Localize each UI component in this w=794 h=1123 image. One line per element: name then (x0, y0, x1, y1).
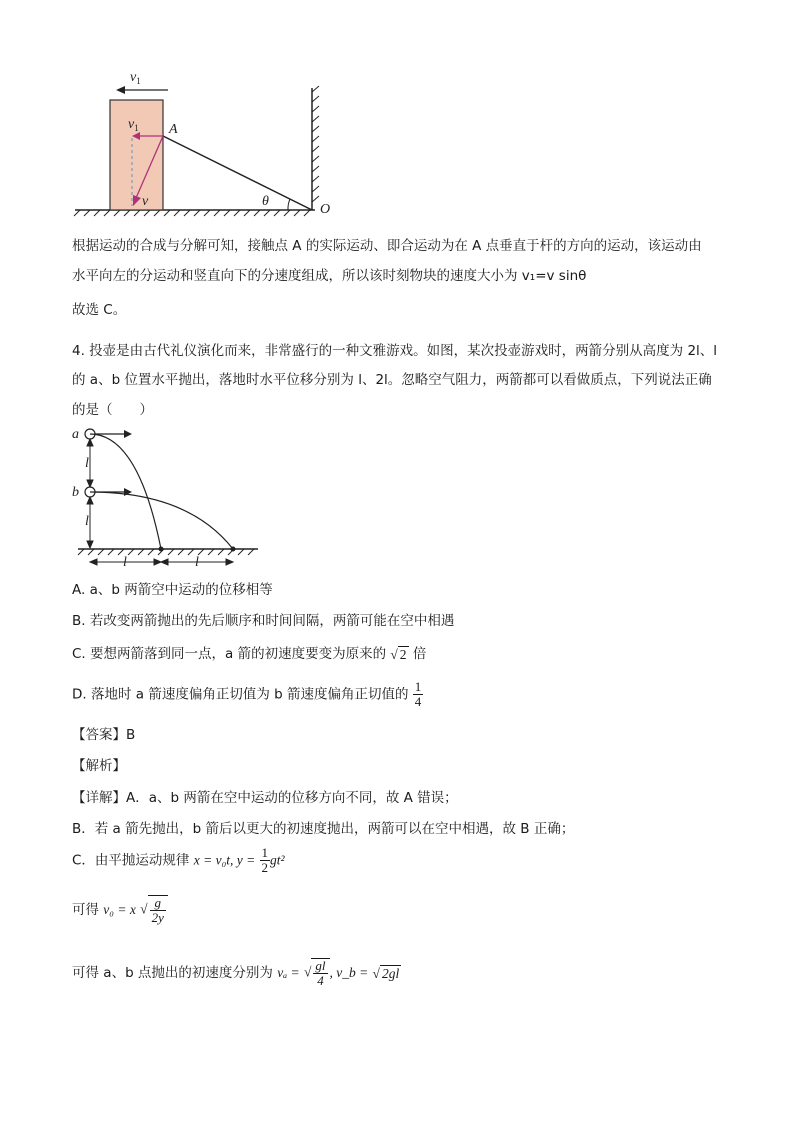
label-l3: l (123, 555, 127, 570)
label-l2: l (85, 514, 89, 529)
theta-label: θ (262, 194, 269, 209)
q4-line2: 的 a、b 位置水平抛出，落地时水平位移分别为 l、2l。忽略空气阻力，两箭都可以看做质点，下列说法正确 (72, 372, 712, 388)
figure-rod-block (70, 60, 360, 220)
option-b: B. 若改变两箭抛出的先后顺序和时间间隔，两箭可能在空中相遇 (72, 613, 455, 629)
detail-c-text: C．由平抛运动规律 (72, 852, 190, 869)
para1-line1: 根据运动的合成与分解可知，接触点 A 的实际运动、即合运动为在 A 点垂直于杆的方向的运动，该运动由 (72, 238, 702, 254)
option-d (72, 680, 423, 709)
eq-v0: v₀ = x (103, 902, 136, 917)
option-c-tail: 倍 (412, 646, 427, 662)
point-a-label: A (169, 122, 178, 137)
option-a: A. a、b 两箭空中运动的位移相等 (72, 582, 273, 598)
analysis-heading: 【解析】 (72, 758, 126, 774)
v-label: v (142, 194, 149, 209)
get-v0-text: 可得 (72, 902, 99, 918)
sqrt-2gl: √ 2gl (372, 965, 400, 981)
ground-hatch (74, 210, 310, 216)
get-va-vb-text: 可得 a、b 点抛出的初速度分别为 (72, 965, 273, 981)
landing-b (231, 547, 236, 552)
v1-top-label: $v_1$ (130, 70, 141, 86)
wall-hatch (312, 86, 319, 202)
v1-inner-label: $v_1$ (128, 117, 139, 133)
figure-projectile (68, 422, 268, 572)
landing-a (159, 547, 164, 552)
point-o-label: O (320, 202, 331, 217)
sqrt-g-2y: √ $\frac{g}{2y}$ (140, 895, 168, 925)
detail-b: B．若 a 箭先抛出，b 箭后以更大的初速度抛出，两箭可以在空中相遇，故 B 正确； (72, 821, 575, 837)
label-a: a (72, 427, 79, 442)
fraction-one-quarter: $\frac{1}{4}$ (414, 679, 422, 709)
label-l4: l (195, 555, 199, 570)
label-b: b (72, 485, 79, 500)
eq-va: vₐ = (277, 965, 300, 980)
sqrt-gl-4: √ $\frac{gl}{4}$ (304, 958, 330, 988)
q4-line1: 4. 投壶是由古代礼仪演化而来，非常盛行的一种文雅游戏。如图，某次投壶游戏时，两箭分别从高度为 2l、l (72, 343, 718, 359)
choose-text: 故选 C。 (72, 302, 127, 318)
label-l1: l (85, 456, 89, 471)
eq-vb: , v_b = (329, 965, 369, 980)
option-d-text: D. 落地时 a 箭速度偏角正切值为 b 箭速度偏角正切值的 (72, 686, 409, 703)
para1-line2: 水平向左的分运动和竖直向下的分速度组成，所以该时刻物块的速度大小为 v₁=v sinθ (72, 268, 587, 284)
detail-c (72, 846, 285, 875)
eq-xy: x = v₀t, y = (193, 852, 256, 868)
sqrt-2: √ 2 (390, 646, 407, 662)
horizontal-dimension (90, 559, 233, 565)
q4-line3: 的是（ ） (72, 402, 153, 418)
fraction-half: $\frac{1}{2}$ (261, 845, 269, 875)
detail-a: 【详解】A．a、b 两箭在空中运动的位移方向不同，故 A 错误； (72, 790, 458, 806)
b-trajectory (90, 492, 233, 549)
get-v0 (72, 895, 168, 925)
v1-top-arrowhead (116, 86, 125, 94)
get-va-vb (72, 958, 401, 988)
ground-hatch (78, 549, 254, 555)
answer-line: 【答案】B (72, 727, 136, 743)
eq-gt2: gt² (270, 852, 285, 868)
theta-arc (288, 199, 290, 210)
option-c-text: C. 要想两箭落到同一点，a 箭的初速度要变为原来的 (72, 646, 387, 662)
option-c (72, 642, 426, 663)
